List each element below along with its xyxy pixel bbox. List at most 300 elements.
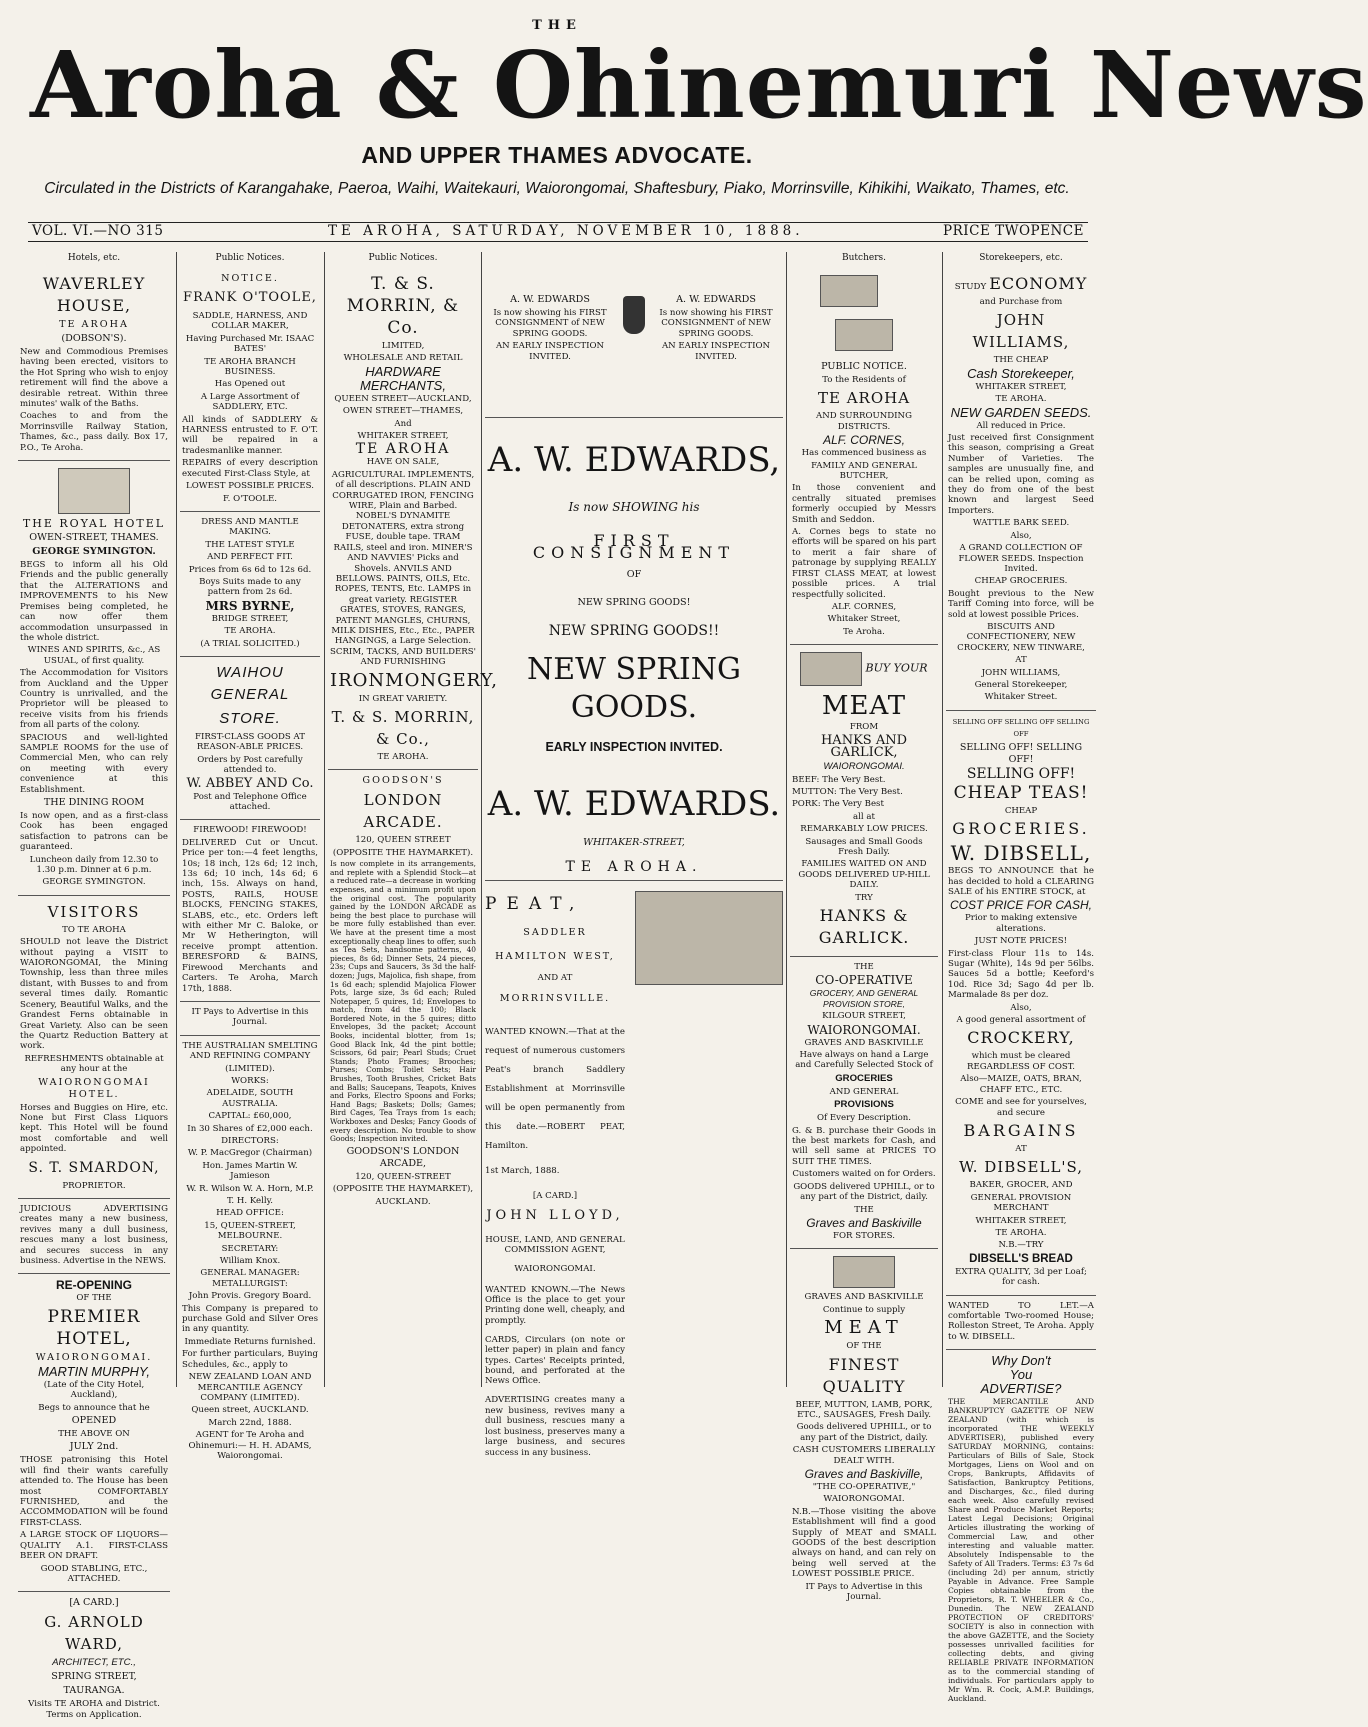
newspaper-title: Aroha & Ohinemuri News (30, 31, 1368, 139)
ad-body: AND GENERAL (829, 1086, 899, 1097)
ad-gazette (946, 1350, 1096, 1710)
ad-town: TE AROHA. (995, 394, 1047, 405)
ad-body: Immediate Returns furnished. (184, 1336, 316, 1347)
ad-body: Begs to announce that he (38, 1402, 150, 1413)
ad-body: SHOULD not leave the District without paying a VISIT to WAIORONGOMAI, the Mining Township, less than three miles distant, with Busses to and from several times daily. Romantic Scenery, Beautiful Walks, and the Grandest Ferns obtainable in Great Variety. Also can be seen the Quartz Reduction Battery at work. (20, 937, 168, 1052)
newspaper-subtitle: AND UPPER THAMES ADVOCATE. (361, 142, 753, 168)
ad-otoole (180, 268, 320, 512)
ad-body: AGENT for Te Aroha and Ohinemuri:— H. H. ADAMS, Waiorongomai. (188, 1430, 312, 1461)
ad-body: WANTED KNOWN.—That at the request of numerous customers Peat's branch Saddlery Establishment at Morrinsville will be open permanently from this date.—ROBERT PEAT, Hamilton. (485, 1027, 625, 1152)
ad-town: TAURANGA. (63, 1685, 125, 1697)
ad-street: Whitaker Street, (827, 614, 901, 625)
column-rule (942, 252, 943, 1387)
column-rule (176, 252, 177, 1387)
ad-place: WAIORONGOMAI. (35, 1351, 153, 1363)
ad-body: ADELAIDE, SOUTH AUSTRALIA. (206, 1088, 294, 1109)
ad-body: AT (1015, 655, 1027, 666)
ad-body: THOSE patronising this Hotel will find their wants carefully attended to. The House has been most COMFORTABLY FURNISHED, and the ACCOMMODATION will be found FIRST-CLASS. (20, 1455, 168, 1528)
ad-body: Prior to making extensive alterations. (964, 913, 1078, 934)
ad-title: MEAT (824, 1317, 904, 1339)
ad-place: WAIORONGOMAI. (823, 760, 905, 772)
ad-town: TE AROHA. (377, 751, 429, 762)
ad-body: LIMITED, (381, 341, 425, 351)
ad-name: ALF. CORNES, (823, 433, 905, 448)
ad-visitors (18, 896, 170, 1199)
sheep-icon (820, 275, 878, 307)
ad-sub: GENERAL MANAGER: METALLURGIST: (200, 1268, 300, 1289)
ad-name: T. & S. MORRIN, & Co., (331, 707, 475, 748)
ad-body: A. Cornes begs to state no efforts will be spared on his part to merit a fair share of patronage by supplying REALLY FIRST CLASS MEAT, at lowest possible prices. A trial respectfully solicited. (792, 527, 936, 600)
ad-notice: PUBLIC NOTICE. (821, 361, 907, 372)
cattle-icon (833, 1256, 895, 1288)
ad-body: ADVERTISING creates many a new business, revives many a dull business, rescues many a lost business, preserves many a large business, and secures success in any business. (485, 1395, 625, 1458)
ad-body: CAPITAL: £60,000, (208, 1111, 292, 1122)
ad-title: PROVISIONS (834, 1099, 894, 1111)
ad-body: all at (853, 811, 875, 822)
ad-body: Also, (1010, 1002, 1032, 1013)
column-heading: Storekeepers, etc. (979, 253, 1063, 263)
ad-body: In those convenient and centrally situated premises formerly occupied by Messrs Smith and Seddon. (792, 483, 936, 525)
ad-title: VISITORS (47, 902, 141, 921)
ad-body: W. P. MacGregor (Chairman) (187, 1148, 313, 1159)
ad-body: NEW SPRING GOODS! (577, 597, 691, 608)
ad-body: Is now open, and as a first-class Cook has been engaged satisfaction to patrons can be guaranteed. (20, 811, 168, 853)
ad-title: GROCERIES. (952, 819, 1090, 839)
ad-name: A. W. EDWARDS (676, 294, 756, 305)
column-storekeepers (946, 252, 1096, 1704)
ad-addr: 120, QUEEN-STREET (355, 1171, 451, 1182)
ad-trade: HOUSE, LAND, AND GENERAL COMMISSION AGENT, (485, 1234, 625, 1256)
ad-body: All kinds of SADDLERY & HARNESS entrusted to F. O'T. will be repaired in a tradesmanlike manner. (182, 414, 318, 456)
ad-name: A. W. EDWARDS, (487, 440, 781, 480)
ad-body: EARLY INSPECTION INVITED. (545, 740, 723, 754)
bull-icon (800, 652, 862, 686)
column-rule (786, 252, 787, 1387)
column-public-notices-2 (328, 252, 498, 1392)
ad-body: JUDICIOUS ADVERTISING creates many a new business, revives many a dull business, rescues many a lost business, and secures success in any business. Advertise in the NEWS. (20, 1203, 168, 1266)
ad-dressmaking (180, 512, 320, 657)
ad-title: Why Don't (991, 1353, 1051, 1369)
ad-body: IN GREAT VARIETY. (358, 693, 448, 704)
ad-body: Has commenced business as (801, 448, 927, 459)
ad-body: which must be cleared REGARDLESS OF COST. (967, 1051, 1075, 1072)
ad-body: For further particulars, Buying Schedules, &c., apply to (182, 1349, 318, 1370)
ad-body: OWEN STREET—THAMES, (342, 406, 464, 417)
ad-edwards-small (485, 252, 783, 418)
ad-body: W. R. Wilson W. A. Horn, M.P. (186, 1183, 314, 1194)
ad-prop: PROPRIETOR. (62, 1180, 126, 1191)
ad-sub: SECRETARY: (221, 1243, 279, 1254)
ad-wanted-to-let (946, 1296, 1096, 1351)
ad-body: AGRICULTURAL IMPLEMENTS, of all descriptions. PLAIN AND CORRUGATED IRON, FENCING WIRE, Plain and Barbed. NOBEL'S DYNAMITE DETONATERS, extra strong FUSE, double tape. TRAM RAILS, steel and iron. MINER'S AND NAVVIES' Picks and Shovels. ANVILS AND BELLOWS. PAINTS, OILS, Etc. ROPES, TENTS, Etc. LAMPS in great variety. REGISTER GRATES, STOVES, RANGES, PATENT MANGLES, CHURNS, MILK DISHES, Etc., Etc., PAPER HANGINGS, a Large Selection. SCRIM, TACKS, AND BUILDERS' AND FURNISHING (330, 469, 476, 668)
ad-body: Just received first Consignment this season, comprising a Great Number of Varieties. The samples are unusually fine, and can be relied upon, coming as they do from one of the best known and largest Seed Importers. (948, 433, 1094, 516)
ad-body: AT (1015, 1143, 1027, 1154)
ad-body: WATTLE BARK SEED. (972, 518, 1070, 529)
ad-body: First-class Flour 11s to 14s. Sugar (White), 14s 9d per 56lbs. Sauces 5d a bottle; Keeford's 10d. Rice 3d; Sago 4d per lb. Marmalade 8s per doz. (948, 948, 1094, 1001)
ad-title: MERCHANTS, (360, 377, 446, 393)
ad-body: New and Commodious Premises having been erected, visitors to the Hot Spring who wish to enjoy retirement will find the above a desirable retreat. Within three minutes' walk of the Baths. (20, 347, 168, 410)
ad-title: STORE. (219, 709, 281, 727)
ad-owner: (DOBSON'S). (61, 333, 127, 344)
column-heading: Public Notices. (368, 253, 438, 263)
ad-title: HARDWARE (365, 363, 441, 379)
ad-body: March 22nd, 1888. (208, 1417, 292, 1428)
ad-body: Of Every Description. (816, 1113, 912, 1124)
ad-body: BEGS TO ANNOUNCE that he has decided to hold a CLEARING SALE of his ENTIRE STOCK, at (948, 866, 1094, 897)
ad-body: REFRESHMENTS obtainable at any hour at the (24, 1053, 164, 1075)
ad-body: William Knox. (219, 1256, 281, 1267)
ad-town: TE AROHA. (565, 859, 703, 875)
ad-trade: FAMILY AND GENERAL BUTCHER, (811, 460, 917, 482)
ad-body: SELLING OFF! SELLING OFF! (959, 741, 1083, 765)
ad-opp: (OPPOSITE THE HAYMARKET). (332, 847, 474, 858)
ad-body: BEEF, MUTTON, LAMB, PORK, ETC., SAUSAGES, Fresh Daily. (795, 1399, 933, 1420)
ad-dibsell (946, 711, 1096, 1296)
pointing-hand-icon (623, 296, 645, 338)
place-date: TE AROHA, SATURDAY, NOVEMBER 10, 1888. (328, 223, 804, 239)
ad-body: BAKER, GROCER, AND (969, 1180, 1073, 1191)
ad-body: AN EARLY INSPECTION INVITED. (495, 341, 605, 362)
ad-body: Has Opened out (214, 379, 286, 390)
ad-body: This Company is prepared to purchase Gold and Silver Ores in any quantity. (182, 1303, 318, 1335)
ad-body: REMARKABLY LOW PRICES. (800, 824, 928, 835)
ad-body: John Provis. Gregory Board. (188, 1291, 312, 1302)
ad-body: THE CHEAP (993, 355, 1049, 366)
ad-body: A GRAND COLLECTION OF FLOWER SEEDS. Inspection Invited. (958, 543, 1084, 574)
ad-body: T. H. Kelly. (226, 1196, 274, 1206)
ad-town: TE AROHA (355, 441, 451, 458)
ad-name: FRANK O'TOOLE, (183, 290, 317, 305)
ad-name: PEAT, (485, 894, 585, 914)
ad-cooperative (790, 957, 938, 1249)
ad-city: AUCKLAND. (375, 1196, 431, 1207)
ad-body: THE LATEST STYLE (205, 539, 295, 550)
ad-body: A good general assortment of (956, 1015, 1086, 1026)
ad-body: EXTRA QUALITY, 3d per Loaf; for cash. (955, 1266, 1087, 1288)
ad-body: TE AROHA. (995, 1227, 1047, 1238)
ad-edwards-large (485, 418, 783, 881)
ad-judicious (18, 1199, 170, 1274)
ad-title-line (948, 273, 1094, 295)
ad-card: [A CARD.] (532, 1190, 578, 1201)
ad-name: MRS BYRNE, (205, 598, 295, 613)
ad-place: WAIORONGOMAI. (807, 1022, 921, 1037)
ad-body: FAMILIES WAITED ON AND GOODS DELIVERED UP-HILL DAILY. (798, 859, 930, 891)
ad-london-arcade (328, 770, 478, 1214)
ad-name: JOHN WILLIAMS, (981, 667, 1061, 678)
ad-title: BARGAINS (963, 1120, 1079, 1140)
ad-owner: MARTIN MURPHY, (38, 1363, 150, 1379)
ad-title: CROCKERY, (967, 1028, 1075, 1048)
ad-firewood (180, 820, 320, 1002)
ad-title: ADVERTISE? (980, 1381, 1062, 1397)
ad-owner: GEORGE SYMINGTON. (32, 546, 156, 558)
ad-royal-hotel (18, 461, 170, 896)
ad-date: 1st March, 1888. (485, 1166, 560, 1177)
ad-name: JOHN WILLIAMS, (972, 311, 1070, 352)
ad-body: THE MERCANTILE AND BANKRUPTCY GAZETTE OF NEW ZEALAND (with which is incorporated THE WEEKLY ADVERTISER), published every SATURDAY MORNING, contains: Particulars of Bills of Sale, Stock Mortgages, Liens on Wool and on Crops, Bankrupts, Affidavits of Satisfaction, Bankruptcy Petitions, and Discharges, &c., filed during each week. Also carefully revised Share and Produce Market Reports; Latest Legal Decisions; Original Articles illustrating the working of Commercial Law, and other interesting and valuable matter. Absolutely Indispensable to the Safety of All Traders. Terms: £3 7s 6d (including 2d) per annum, strictly Payable in Advance. Free Sample Copies obtainable from the Proprietors, R. T. WHEELER & Co., Dunedin. The NEW ZEALAND PROTECTION OF CREDITORS' SOCIETY is also in connection with the above GAZETTE, and the Society possesses unrivalled facilities for collecting debts, and giving RELIABLE PRIVATE INFORMATION as to the commercial standing of individuals. For particulars apply to Mr Wm. R. Cock, A.M.P. Buildings, Auckland. (948, 1397, 1094, 1704)
ad-owner: GOODSON'S (362, 775, 444, 787)
ad-body: Also—MAIZE, OATS, BRAN, CHAFF ETC., ETC. (960, 1074, 1082, 1095)
ad-name: JOHN LLOYD, (486, 1207, 624, 1223)
ad-subhead: THE DINING ROOM (43, 797, 145, 808)
circulation-districts: Circulated in the Districts of Karangahake, Paeroa, Waihi, Waitekauri, Waiorongomai, Shaftesbury, Piako, Morrinsville, Kihikihi, Waikato, Thames, etc. (44, 180, 1070, 197)
ad-body: WHOLESALE AND RETAIL (343, 353, 463, 364)
ad-body: FOR STORES. (833, 1230, 895, 1241)
ad-pays (180, 1002, 320, 1036)
ad-body: FIRST-CLASS GOODS AT REASON-ABLE PRICES. (194, 731, 306, 753)
ad-edwards-right (651, 292, 781, 364)
ad-title: GROCERIES (835, 1072, 893, 1084)
ad-title: MEAT (821, 691, 907, 722)
dateline (28, 222, 1088, 242)
ad-sign: ALF. CORNES, (831, 601, 897, 612)
ad-body: IT Pays to Advertise in this Journal. (805, 1581, 923, 1603)
ad-place: MORRINSVILLE. (499, 993, 611, 1005)
ad-body: "THE CO-OPERATIVE," (812, 1481, 916, 1492)
column-rule (481, 252, 482, 1387)
ad-and: AND AT (537, 973, 573, 983)
ad-body: WHITAKER STREET, (975, 1215, 1067, 1226)
masthead (0, 0, 1368, 230)
ad-street: OWEN-STREET, THAMES. (29, 532, 159, 544)
ad-name: T. & S. MORRIN, & Co. (346, 274, 460, 338)
ad-title: THE AUSTRALIAN SMELTING AND REFINING COMPANY (182, 1040, 318, 1062)
ad-sign: F. O'TOOLE. (222, 493, 278, 504)
ad-body: GENERAL PROVISION MERCHANT (970, 1192, 1072, 1214)
ad-premier-hotel (18, 1274, 170, 1592)
ad-body: Post and Telephone Office attached. (193, 791, 307, 812)
ad-street: BRIDGE STREET, (211, 613, 289, 624)
ad-body: General Storekeeper, (974, 679, 1068, 690)
ad-head: RE-OPENING (55, 1278, 132, 1293)
ad-place: WAIORONGOMAI. (514, 1264, 596, 1275)
ad-street: KILGOUR STREET, (822, 1011, 906, 1022)
ad-body: THE (854, 962, 874, 972)
ad-body: OF THE (846, 1341, 882, 1352)
ad-body: To the Residents of (822, 375, 906, 385)
ad-waihou-store (180, 657, 320, 820)
ad-body: Is now showing his FIRST CONSIGNMENT of NEW SPRING GOODS. (659, 308, 773, 339)
ad-smelting (180, 1036, 320, 1469)
ad-body: BISCUITS AND CONFECTIONERY, NEW CROCKERY, NEW TINWARE, (957, 621, 1085, 653)
masthead-the: THE (532, 18, 582, 33)
ad-sub: HEAD OFFICE: (216, 1208, 284, 1219)
ad-card-label: [A CARD.] (69, 1597, 119, 1609)
price: PRICE TWOPENCE (943, 223, 1084, 239)
ad-ltd: (LIMITED). (225, 1063, 275, 1074)
ad-body: Having Purchased Mr. ISAAC BATES' (185, 333, 315, 355)
column-public-notices (180, 252, 320, 1461)
ad-body: Orders by Post carefully attended to. (197, 754, 303, 776)
ad-body: GROCERY, AND GENERAL PROVISION STORE, (809, 988, 919, 1009)
ad-graves-meat (790, 1249, 938, 1609)
ad-title: CHEAP TEAS! (953, 782, 1089, 803)
ad-body: NEW SPRING GOODS!! (548, 623, 720, 639)
ad-body: SELLING OFF SELLING OFF SELLING OFF (952, 717, 1090, 738)
ad-body: A Large Assortment of SADDLERY, ETC. (200, 391, 300, 413)
ad-arnold-ward (18, 1592, 170, 1727)
ad-body: SPACIOUS and well-lighted SAMPLE ROOMS for the use of Commercial Men, who can rely on meeting with every convenience at this Establishment. (20, 732, 168, 795)
ad-title: CO-OPERATIVE (815, 973, 913, 988)
ad-body: and Purchase from (979, 297, 1063, 307)
ad-cornes (790, 268, 938, 645)
ad-town: TE AROHA. (224, 626, 276, 637)
ad-body: WANTED KNOWN.—The News Office is the place to get your Printing done well, cheaply, and promptly. (485, 1284, 625, 1326)
ad-body: THE ABOVE ON (58, 1429, 130, 1440)
ad-waverley-house (18, 268, 170, 461)
ad-body: BEEF: The Very Best. (792, 774, 886, 785)
ad-body: Prices from 6s 6d to 12s 6d. (188, 564, 312, 575)
ad-body: MUTTON: The Very Best. (792, 786, 903, 797)
ad-title: THE ROYAL HOTEL (22, 517, 166, 531)
ad-body: QUEEN STREET—AUCKLAND, (334, 393, 472, 404)
volume-number: VOL. VI.—NO 315 (32, 223, 164, 239)
column-heading: Butchers. (842, 253, 886, 263)
ad-body: GOOD STABLING, ETC., ATTACHED. (40, 1563, 148, 1584)
ad-name: HANKS & GARLICK. (818, 906, 910, 947)
ad-body: AND PERFECT FIT. (207, 552, 293, 563)
ad-body: FROM (849, 722, 879, 733)
ad-buy: BUY YOUR (865, 661, 928, 675)
ad-date: JULY 2nd. (69, 1441, 119, 1453)
ad-head: DRESS AND MANTLE MAKING. (201, 516, 299, 538)
ad-body: JUST NOTE PRICES! (974, 936, 1068, 947)
ad-edwards-left (485, 292, 615, 364)
ad-body: AND SURROUNDING DISTRICTS. (816, 411, 912, 432)
ad-town: TE AROHA (817, 389, 911, 408)
ad-name: Graves and Baskiville (806, 1215, 922, 1230)
ad-body: Whitaker Street. (984, 692, 1058, 703)
ad-title: DIBSELL'S BREAD (969, 1252, 1073, 1265)
ad-title: GOODSON'S LONDON ARCADE, (346, 1145, 460, 1169)
ad-body: The Accommodation for Visitors from Auckland and the Upper Country is unrivalled, and the Proprietor will be pleased to receive visits from his friends from all parts of the colony. (20, 668, 168, 731)
ad-body: COME and see for yourselves, and secure (955, 1097, 1087, 1118)
ad-body: Continue to supply (822, 1304, 906, 1315)
ad-study: STUDY (954, 282, 987, 292)
pig-icon (835, 319, 893, 351)
ad-body: WANTED TO LET.—A comfortable Two-roomed House; Rolleston Street, Te Aroha. Apply to W. DIBSELL. (948, 1300, 1094, 1342)
ad-owner: W. ABBEY AND Co. (186, 775, 314, 791)
ad-body: Luncheon daily from 12.30 to 1.30 p.m. Dinner at 6 p.m. (29, 854, 159, 876)
ad-body: BEGS to inform all his Old Friends and the public generally that the ALTERATIONS and IMPROVEMENTS to his New Premises being completed, he can now offer them accommodation unsurpassed in the whole district. (20, 560, 168, 643)
ad-title: ECONOMY (989, 274, 1088, 293)
ad-title: LONDON ARCADE. (363, 791, 443, 832)
ad-body: CHEAP (1004, 805, 1038, 816)
ad-addr: 120, QUEEN STREET (355, 835, 451, 846)
ad-title: You (1009, 1367, 1033, 1383)
ad-body: CHEAP GROCERIES. (974, 576, 1068, 587)
ad-body: PORK: The Very Best (792, 799, 884, 810)
ad-sub: WORKS: (231, 1075, 269, 1086)
ad-notice: NOTICE. (221, 273, 279, 284)
ad-title: WAVERLEY HOUSE, (42, 274, 146, 315)
ad-place: TE AROHA (59, 319, 129, 330)
ad-title: NEW GARDEN SEEDS. (950, 404, 1092, 420)
column-hotels (18, 252, 170, 1720)
ad-body: WHITAKER STREET, (357, 431, 449, 442)
ad-name: A. W. EDWARDS (510, 294, 590, 305)
ad-body: Also, (1010, 530, 1032, 541)
ad-sub: TO TE AROHA (62, 924, 126, 935)
column-rule (324, 252, 325, 1387)
column-heading: Hotels, etc. (67, 253, 121, 263)
ad-body: THE (854, 1204, 874, 1215)
ad-body: AN EARLY INSPECTION INVITED. (661, 341, 771, 362)
ad-body: Coaches to and from the Morrinsville Railway Station, Thames, &c., pass daily. Box 17, P.O., Te Aroha. (20, 411, 168, 453)
ad-body: Boys Suits made to any pattern from 2s 6d. (199, 576, 301, 598)
ad-hanks-garlick (790, 645, 938, 957)
ad-body: In 30 Shares of £2,000 each. (187, 1123, 313, 1134)
ad-hotel: WAIORONGOMAI HOTEL. (38, 1076, 150, 1100)
ad-name: W. DIBSELL, (950, 841, 1092, 866)
ad-body: TRY (855, 892, 873, 903)
ad-opp: (OPPOSITE THE HAYMARKET), (332, 1184, 474, 1195)
ad-of: OF THE (76, 1293, 112, 1304)
ad-body: TE AROHA BRANCH BUSINESS. (204, 356, 296, 378)
ad-sub: DIRECTORS: (221, 1135, 279, 1146)
ad-body: NEW ZEALAND LOAN AND MERCANTILE AGENCY COMPANY (LIMITED). (188, 1372, 312, 1403)
ad-trade: SADDLER (523, 927, 587, 938)
ad-body: SELLING OFF! (966, 765, 1076, 782)
ad-body: Goods delivered UPHILL, or to any part of the District, daily. (796, 1422, 932, 1443)
ad-body: And (394, 418, 412, 429)
ad-title: COST PRICE FOR CASH, (949, 898, 1092, 913)
ad-body: CASH CUSTOMERS LIBERALLY DEALT WITH. (792, 1445, 936, 1466)
column-edwards (485, 252, 783, 1458)
ad-sign: GEORGE SYMINGTON. (42, 877, 146, 888)
ad-body: (Late of the City Hotel, Auckland), (43, 1379, 145, 1401)
ad-trade: SADDLE, HARNESS, AND COLLAR MAKER, (192, 311, 308, 332)
ad-street: WHITAKER STREET, (975, 381, 1067, 392)
ad-body: Bought previous to the New Tariff Coming into force, will be sold at lowest possible Prices. (948, 588, 1094, 620)
ad-body: Sausages and Small Goods Fresh Daily. (805, 836, 923, 857)
ad-title: WAIHOU GENERAL (210, 663, 290, 703)
ad-town: Te Aroha. (843, 626, 885, 637)
ad-title: PREMIER HOTEL, (47, 1306, 141, 1349)
ad-body: All reduced in Price. (976, 420, 1066, 431)
ad-body: HAVE ON SALE, (366, 457, 440, 468)
ad-name: HANKS AND GARLICK, (820, 732, 908, 760)
ad-body: IT Pays to Advertise in this Journal. (191, 1006, 309, 1028)
ad-body: GOODS delivered UPHILL, or to any part of the District, daily. (793, 1181, 935, 1203)
ad-body: Have always on hand a Large and Carefully Selected Stock of (795, 1050, 933, 1071)
lower-wide-section (485, 881, 783, 1501)
ad-morrin-hardware (328, 268, 498, 770)
column-butchers (790, 252, 938, 1603)
ad-body: (A TRIAL SOLICITED.) (200, 638, 300, 649)
ad-body: N.B.—Those visiting the above Establishment will find a good Supply of MEAT and SMALL GOODS of the best description always on hand, and can rely on being well served at the LOWEST POSSIBLE PRICE. (792, 1506, 936, 1580)
ad-title: IRONMONGERY, (330, 669, 498, 691)
ad-body: DELIVERED Cut or Uncut. Price per ton:—4 feet lengths, 10s; 18 inch, 12s 6d; 12 inch, 13s 6d; 10 inch, 14s 6d; 6 inch, 15s. Always on hand, POSTS, RAILS, HOUSE BLOCKS, FENCING STAKES, SLABS, etc., etc. Orders left with either Mr C. Baloke, or Mr W Hetherington, will receive prompt attention. BERESFORD & BAINS, Firewood Merchants and Carters. Te Aroha, March 17th, 1888. (182, 837, 318, 994)
ad-body: WINES AND SPIRITS, &c., AS USUAL, of first quality. (27, 645, 161, 666)
ad-body: 15, QUEEN-STREET, MELBOURNE. (204, 1220, 296, 1242)
ad-name: A. W. EDWARDS. (487, 784, 781, 824)
ad-body: CARDS, Circulars (on note or letter paper) in plain and fancy types. Cartes' Receipts printed, bound, and perforated at the News Office. (485, 1334, 625, 1387)
saddlery-illustration-icon (635, 891, 783, 985)
ad-name: GRAVES AND BASKIVILLE (804, 1037, 924, 1048)
ad-body: Queen street, AUCKLAND. (191, 1405, 309, 1416)
ad-title: NEW SPRING GOODS. (527, 652, 741, 725)
ad-body: Is now showing his FIRST CONSIGNMENT of NEW SPRING GOODS. (493, 308, 607, 339)
coat-of-arms-icon (58, 468, 130, 514)
ad-body: N.B.—TRY (998, 1240, 1044, 1251)
ad-title: ARCHITECT, ETC., (52, 1657, 136, 1669)
ad-name: G. ARNOLD WARD, (44, 1613, 144, 1654)
ad-title: Cash Storekeeper, (967, 365, 1075, 381)
ad-place: HAMILTON WEST, (495, 951, 615, 962)
ad-body: Horses and Buggies on Hire, etc. None but First Class Liquors kept. This Hotel will be found most comfortable and well appointed. (20, 1102, 168, 1155)
